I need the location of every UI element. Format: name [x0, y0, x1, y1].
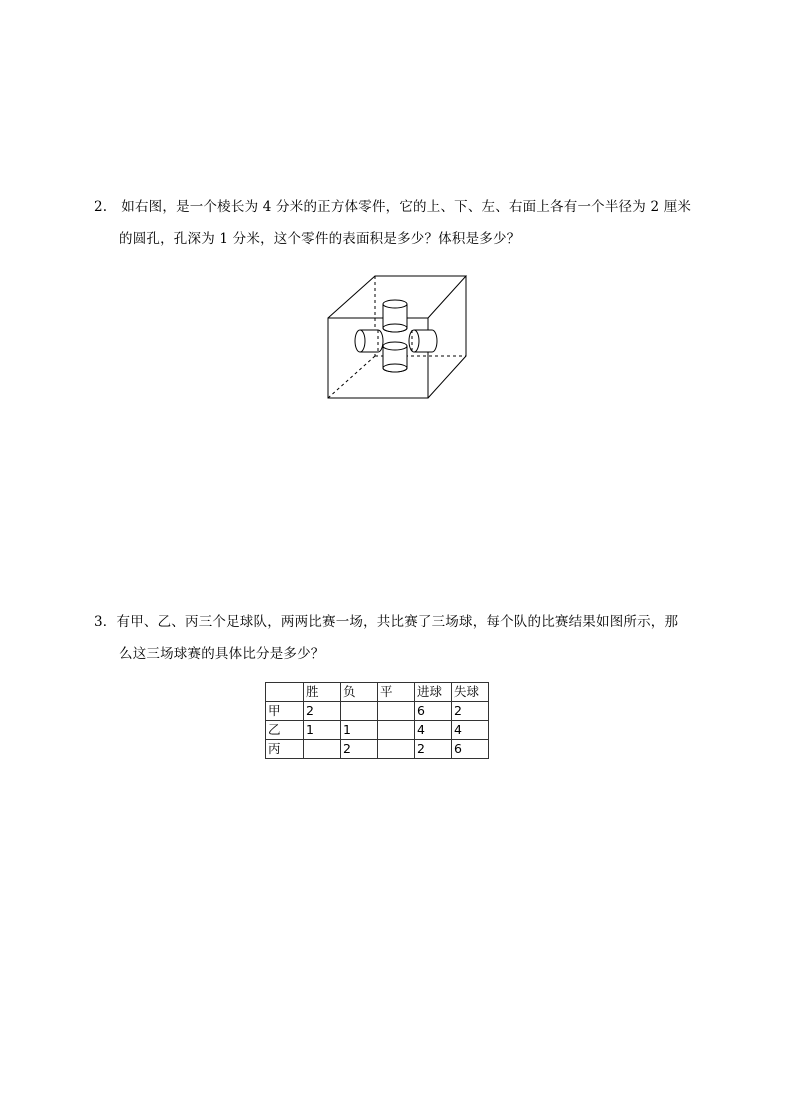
losses-cell: 1 — [341, 721, 378, 740]
header-cell-draws: 平 — [378, 683, 415, 702]
goals-for-cell: 2 — [415, 740, 452, 759]
question-3-text-1: 有甲、乙、丙三个足球队，两两比赛一场，共比赛了三场球，每个队的比赛结果如图所示，那 — [116, 614, 679, 630]
team-cell: 甲 — [266, 702, 304, 721]
table-row — [266, 702, 489, 721]
wins-cell: 2 — [304, 702, 341, 721]
header-cell-wins: 胜 — [304, 683, 341, 702]
table-row — [266, 721, 489, 740]
match-results-table-wrap — [265, 682, 489, 759]
draws-cell — [378, 721, 415, 740]
right-hole-opening — [409, 330, 419, 352]
bottom-hole-opening — [383, 342, 407, 350]
team-cell: 丙 — [266, 740, 304, 759]
table-row — [266, 740, 489, 759]
question-2-line-2: 的圆孔，孔深为 1 分米，这个零件的表面积是多少？体积是多少？ — [119, 231, 521, 247]
cube-diagram — [320, 270, 470, 402]
losses-cell: 2 — [341, 740, 378, 759]
question-2-number: 2. — [94, 199, 108, 215]
cube-hidden-depth-edge — [328, 356, 375, 398]
goals-for-cell: 4 — [415, 721, 452, 740]
question-3-line-2: 么这三场球赛的具体比分是多少？ — [119, 646, 325, 662]
goals-against-cell: 6 — [452, 740, 489, 759]
goals-against-cell: 4 — [452, 721, 489, 740]
match-results-table — [265, 682, 489, 759]
goals-against-cell: 2 — [452, 702, 489, 721]
draws-cell — [378, 740, 415, 759]
header-cell-blank — [266, 683, 304, 702]
draws-cell — [378, 702, 415, 721]
question-2-line-1 — [94, 198, 691, 216]
cube-with-holes-figure — [320, 270, 470, 402]
left-hole-opening — [355, 330, 365, 352]
team-cell: 乙 — [266, 721, 304, 740]
losses-cell — [341, 702, 378, 721]
header-cell-losses: 负 — [341, 683, 378, 702]
header-cell-goals-for: 进球 — [415, 683, 452, 702]
goals-for-cell: 6 — [415, 702, 452, 721]
wins-cell: 1 — [304, 721, 341, 740]
question-2-text-1: 如右图，是一个棱长为 4 分米的正方体零件，它的上、下、左、右面上各有一个半径为 2 厘米 — [121, 199, 692, 215]
wins-cell — [304, 740, 341, 759]
top-hole-opening — [383, 300, 407, 308]
header-cell-goals-against: 失球 — [452, 683, 489, 702]
question-3-line-1 — [94, 613, 678, 631]
question-3-number: 3． — [94, 614, 117, 630]
table-header-row — [266, 683, 489, 702]
